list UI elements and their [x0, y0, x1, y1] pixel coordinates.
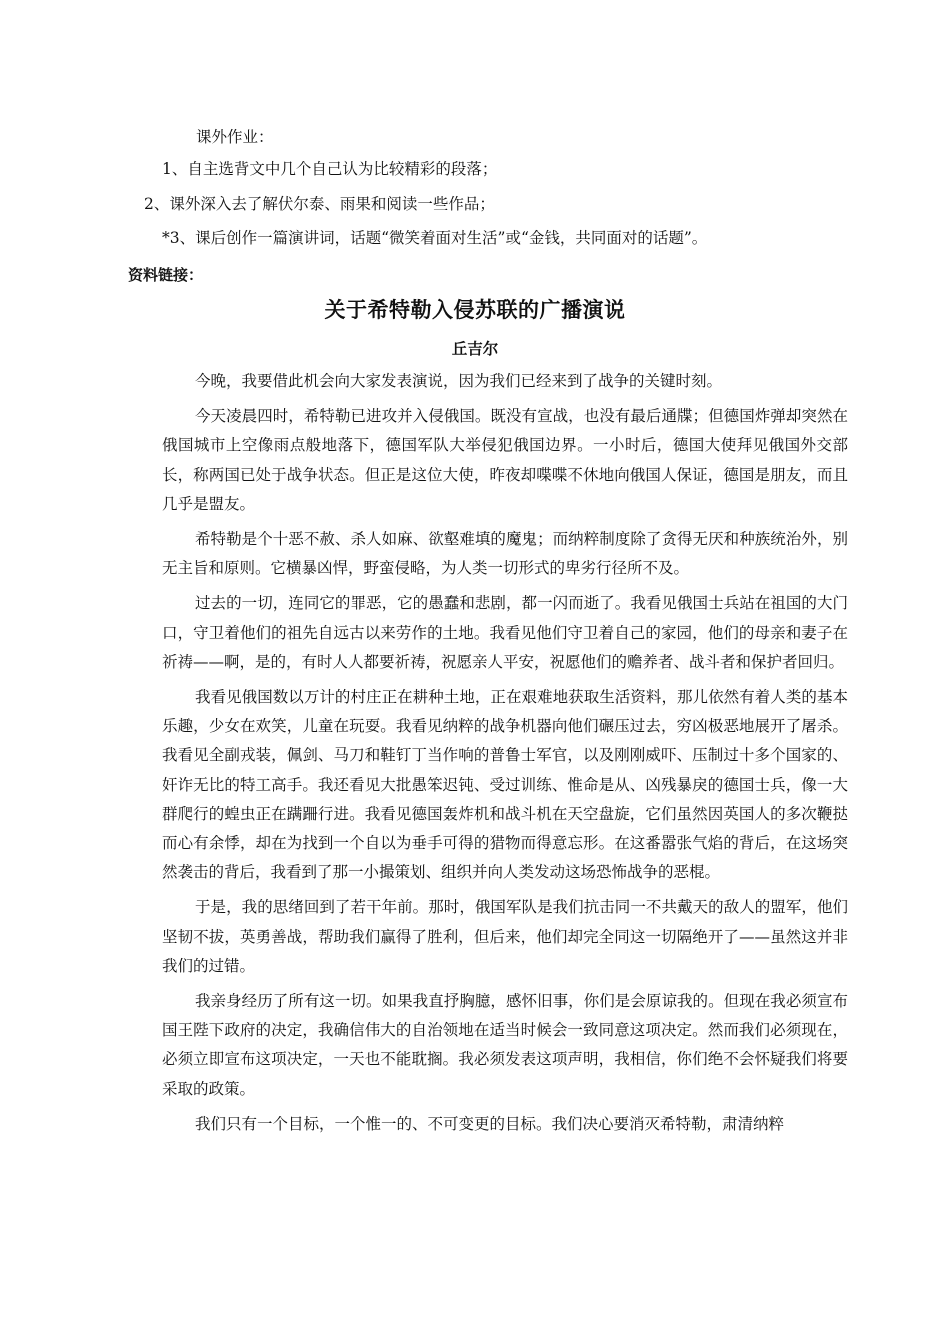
homework-item-1: 1、自主选背文中几个自己认为比较精彩的段落；: [162, 160, 498, 178]
paragraph-8: 我们只有一个目标，一个惟一的、不可变更的目标。我们决心要消灭希特勒，肃清纳粹: [195, 1114, 785, 1133]
paragraph-6: 于是，我的思绪回到了若干年前。那时，俄国军队是我们抗击同一不共戴天的敌人的盟军，他们坚韧不拔，英勇善战，帮助我们赢得了胜利，但后来，他们却完全同这一切隔绝开了——虽然这并非我们的过错。: [162, 898, 848, 975]
homework-heading: 课外作业：: [196, 128, 274, 146]
paragraph-7: 我亲身经历了所有这一切。如果我直抒胸臆，感怀旧事，你们是会原谅我的。但现在我必须宣布国王陛下政府的决定，我确信伟大的自治领地在适当时候会一致同意这项决定。然而我们必须现在，必须立即宣布这项决定，一天也不能耽搁。我必须发表这项声明，我相信，你们绝不会怀疑我们将要采取的政策。: [162, 992, 848, 1098]
paragraph-1: 今晚，我要借此机会向大家发表演说，因为我们已经来到了战争的关键时刻。: [195, 372, 723, 390]
paragraph-2: 今天凌晨四时，希特勒已进攻并入侵俄国。既没有宣战，也没有最后通牒；但德国炸弹却突然在俄国城市上空像雨点般地落下，德国军队大举侵犯俄国边界。一小时后，德国大使拜见俄国外交部长，称两国已处于战争状态。但正是这位大使，昨夜却喋喋不休地向俄国人保证，德国是朋友，而且几乎是盟友。: [162, 407, 848, 513]
paragraph-5: 我看见俄国数以万计的村庄正在耕种土地，正在艰难地获取生活资料，那儿依然有着人类的基本乐趣，少女在欢笑，儿童在玩耍。我看见纳粹的战争机器向他们碾压过去，穷凶极恶地展开了屠杀。我看见全副戎装，佩剑、马刀和鞋钉丁当作响的普鲁士军官，以及刚刚威吓、压制过十多个国家的、奸诈无比的特工高手。我还看见大批愚笨迟钝、受过训练、惟命是从、凶残暴戾的德国士兵，像一大群爬行的蝗虫正在蹒跚行进。我看见德国轰炸机和战斗机在天空盘旋，它们虽然因英国人的多次鞭挞而心有余悸，却在为找到一个自以为垂手可得的猎物而得意忘形。在这番嚣张气焰的背后，在这场突然袭击的背后，我看到了那一小撮策划、组织并向人类发动这场恐怖战争的恶棍。: [162, 688, 848, 882]
article-body: [162, 367, 848, 1145]
homework-item-2: 2、课外深入去了解伏尔泰、雨果和阅读一些作品；: [144, 195, 495, 213]
article-title: 关于希特勒入侵苏联的广播演说: [324, 298, 626, 322]
paragraph-3: 希特勒是个十恶不赦、杀人如麻、欲壑难填的魔鬼；而纳粹制度除了贪得无厌和种族统治外，别无主旨和原则。它横暴凶悍，野蛮侵略，为人类一切形式的卑劣行径所不及。: [162, 530, 848, 578]
homework-item-3: *3、课后创作一篇演讲词，话题“微笑着面对生活”或“金钱，共同面对的话题”。: [162, 229, 708, 247]
paragraph-4: 过去的一切，连同它的罪恶，它的愚蠢和悲剧，都一闪而逝了。我看见俄国士兵站在祖国的大门口，守卫着他们的祖先自远古以来劳作的土地。我看见他们守卫着自己的家园，他们的母亲和妻子在祈祷——啊，是的，有时人人都要祈祷，祝愿亲人平安，祝愿他们的赡养者、战斗者和保护者回归。: [162, 594, 848, 671]
article-author: 丘吉尔: [451, 340, 499, 358]
resource-link-label: 资料链接：: [128, 266, 204, 284]
